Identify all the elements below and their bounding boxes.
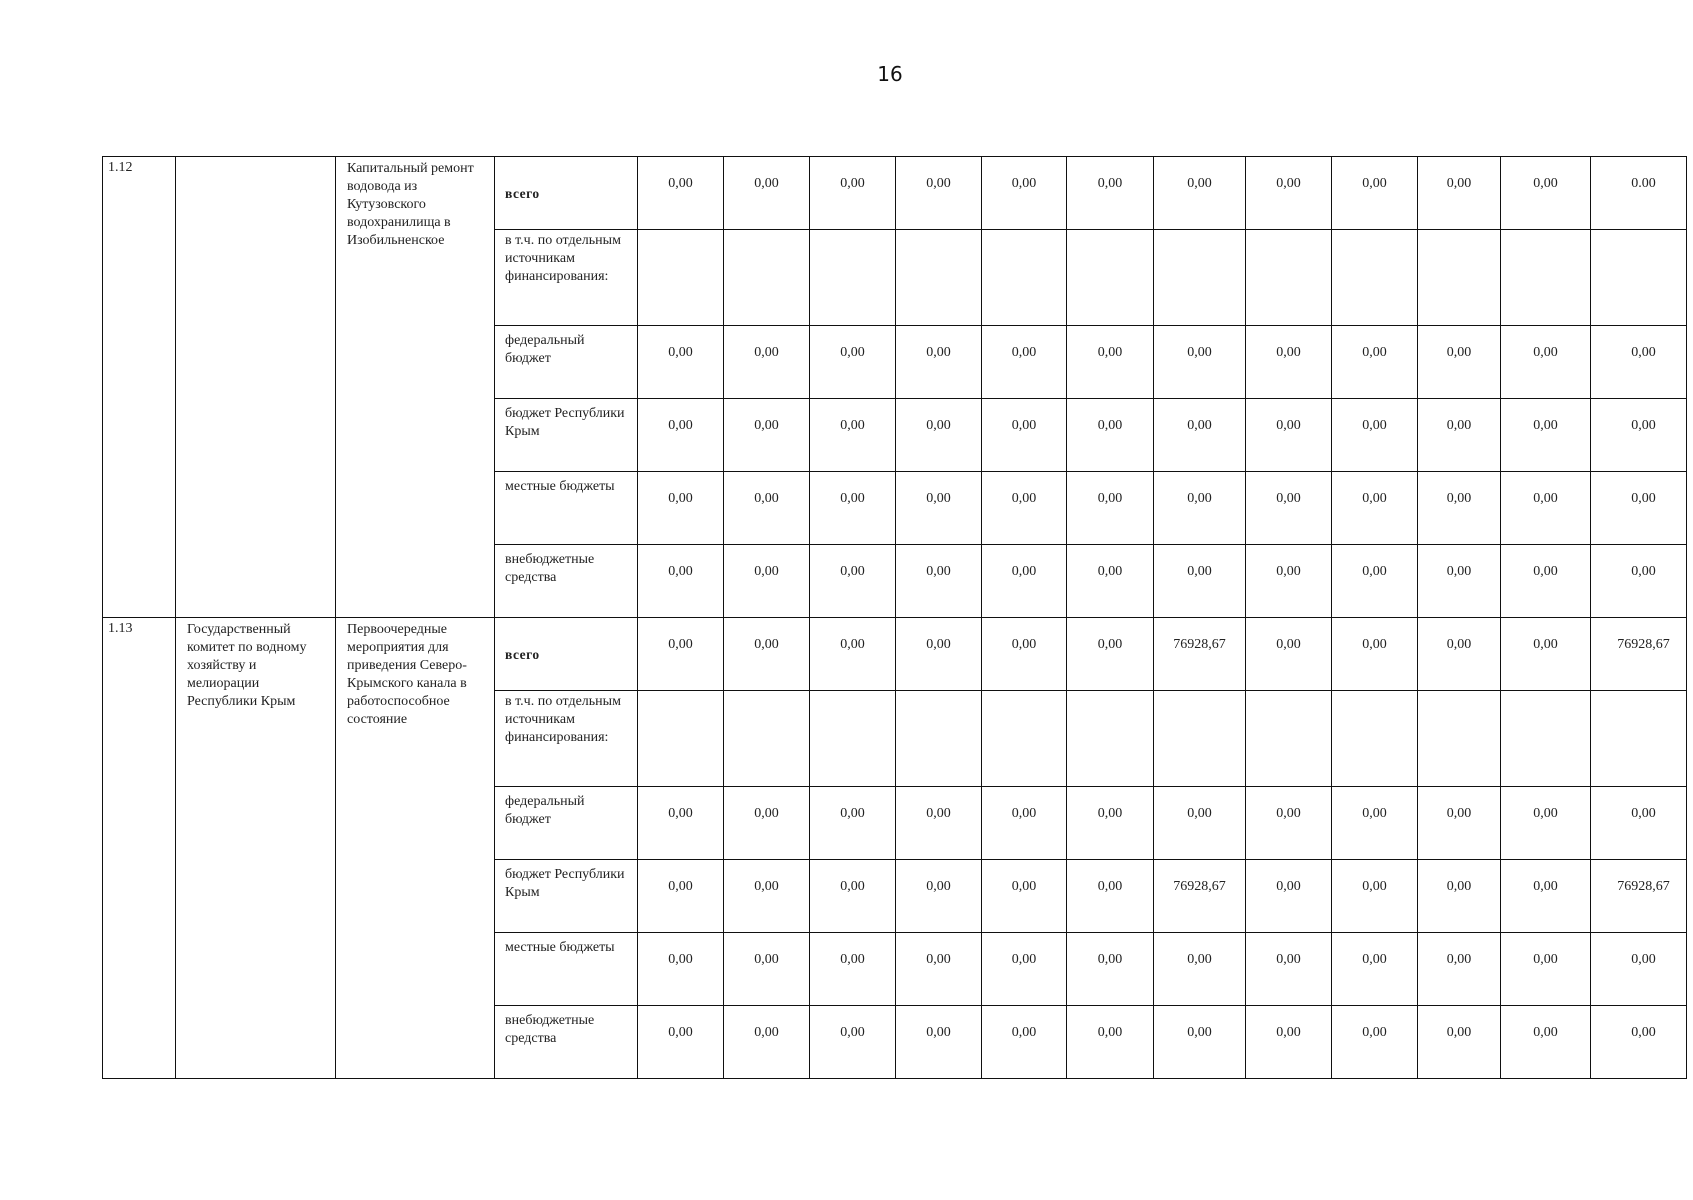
funding-source-label: федеральный бюджет — [495, 787, 638, 860]
amount-cell: 0,00 — [810, 860, 896, 933]
amount-cell — [810, 691, 896, 787]
amount-cell: 0,00 — [1418, 472, 1501, 545]
amount-cell: 76928,67 — [1154, 618, 1246, 691]
funding-source-label: местные бюджеты — [495, 933, 638, 1006]
amount-cell: 0,00 — [1591, 326, 1687, 399]
amount-cell: 0,00 — [810, 618, 896, 691]
amount-cell: 0,00 — [896, 472, 982, 545]
amount-cell: 76928,67 — [1591, 860, 1687, 933]
amount-cell: 0,00 — [982, 933, 1067, 1006]
amount-cell: 0,00 — [1067, 933, 1154, 1006]
amount-cell: 0,00 — [1418, 545, 1501, 618]
amount-cell: 0,00 — [896, 326, 982, 399]
amount-cell — [896, 230, 982, 326]
amount-cell: 0,00 — [1591, 1006, 1687, 1079]
amount-cell: 0,00 — [724, 399, 810, 472]
funding-source-label: в т.ч. по отдельным источникам финансирования: — [495, 691, 638, 787]
amount-cell: 0,00 — [896, 545, 982, 618]
amount-cell: 0,00 — [1418, 933, 1501, 1006]
amount-cell: 0,00 — [1067, 787, 1154, 860]
amount-cell: 0,00 — [982, 545, 1067, 618]
amount-cell — [1501, 230, 1591, 326]
amount-cell: 0,00 — [724, 157, 810, 230]
amount-cell: 0,00 — [1501, 472, 1591, 545]
amount-cell: 0,00 — [1501, 1006, 1591, 1079]
amount-cell: 0,00 — [1067, 618, 1154, 691]
amount-cell: 0,00 — [1154, 157, 1246, 230]
amount-cell: 0,00 — [1332, 787, 1418, 860]
amount-cell: 0,00 — [896, 860, 982, 933]
amount-cell: 0,00 — [1154, 399, 1246, 472]
amount-cell: 0,00 — [1067, 1006, 1154, 1079]
amount-cell: 0,00 — [638, 618, 724, 691]
amount-cell: 0,00 — [810, 787, 896, 860]
amount-cell: 0,00 — [1501, 157, 1591, 230]
amount-cell — [724, 230, 810, 326]
amount-cell: 0,00 — [1501, 618, 1591, 691]
amount-cell — [638, 691, 724, 787]
amount-cell — [1154, 230, 1246, 326]
amount-cell: 0,00 — [810, 326, 896, 399]
amount-cell — [1591, 230, 1687, 326]
amount-cell: 0,00 — [1067, 326, 1154, 399]
amount-cell — [1154, 691, 1246, 787]
table-row — [103, 157, 1687, 230]
amount-cell: 0,00 — [638, 399, 724, 472]
amount-cell: 0,00 — [1154, 545, 1246, 618]
amount-cell: 0,00 — [1332, 860, 1418, 933]
amount-cell: 0,00 — [1067, 399, 1154, 472]
table-row — [103, 618, 1687, 691]
amount-cell — [982, 230, 1067, 326]
amount-cell: 0,00 — [1591, 933, 1687, 1006]
amount-cell: 0,00 — [1332, 618, 1418, 691]
amount-cell: 0,00 — [896, 157, 982, 230]
amount-cell — [638, 230, 724, 326]
amount-cell: 0,00 — [982, 1006, 1067, 1079]
amount-cell: 0,00 — [1501, 933, 1591, 1006]
amount-cell: 76928,67 — [1591, 618, 1687, 691]
amount-cell: 0,00 — [724, 1006, 810, 1079]
page-number: 16 — [877, 62, 903, 86]
funding-source-label: всего — [495, 157, 638, 230]
amount-cell: 0,00 — [896, 399, 982, 472]
amount-cell: 0,00 — [1332, 399, 1418, 472]
amount-cell: 0,00 — [724, 933, 810, 1006]
amount-cell: 0,00 — [1154, 1006, 1246, 1079]
funding-source-label: бюджет Республики Крым — [495, 860, 638, 933]
amount-cell: 0,00 — [1246, 618, 1332, 691]
amount-cell: 0,00 — [1154, 326, 1246, 399]
amount-cell: 0,00 — [982, 787, 1067, 860]
row-number: 1.12 — [103, 157, 176, 618]
amount-cell: 0,00 — [1332, 933, 1418, 1006]
amount-cell: 0,00 — [810, 157, 896, 230]
amount-cell: 0,00 — [1332, 545, 1418, 618]
amount-cell: 0,00 — [1154, 472, 1246, 545]
amount-cell: 0,00 — [638, 1006, 724, 1079]
funding-source-label: в т.ч. по отдельным источникам финансирования: — [495, 230, 638, 326]
amount-cell: 0,00 — [810, 472, 896, 545]
funding-source-label: внебюджетные средства — [495, 545, 638, 618]
amount-cell: 0,00 — [1591, 545, 1687, 618]
amount-cell: 0.00 — [1591, 157, 1687, 230]
amount-cell: 0,00 — [1501, 399, 1591, 472]
amount-cell: 0,00 — [1067, 472, 1154, 545]
amount-cell — [896, 691, 982, 787]
amount-cell: 0,00 — [1418, 618, 1501, 691]
amount-cell: 0,00 — [1246, 472, 1332, 545]
amount-cell: 0,00 — [1332, 157, 1418, 230]
amount-cell: 0,00 — [982, 399, 1067, 472]
amount-cell: 0,00 — [810, 933, 896, 1006]
amount-cell: 0,00 — [1246, 157, 1332, 230]
amount-cell: 0,00 — [1418, 157, 1501, 230]
amount-cell: 0,00 — [638, 860, 724, 933]
amount-cell — [1067, 230, 1154, 326]
amount-cell: 0,00 — [1246, 399, 1332, 472]
amount-cell: 0,00 — [724, 472, 810, 545]
amount-cell: 0,00 — [1418, 399, 1501, 472]
amount-cell: 0,00 — [638, 326, 724, 399]
amount-cell: 0,00 — [982, 618, 1067, 691]
amount-cell: 0,00 — [724, 860, 810, 933]
amount-cell: 0,00 — [982, 326, 1067, 399]
amount-cell — [1246, 691, 1332, 787]
amount-cell: 0,00 — [1501, 545, 1591, 618]
amount-cell: 0,00 — [1332, 326, 1418, 399]
amount-cell: 0,00 — [1418, 326, 1501, 399]
amount-cell: 0,00 — [1418, 860, 1501, 933]
amount-cell — [1246, 230, 1332, 326]
amount-cell — [724, 691, 810, 787]
amount-cell: 0,00 — [896, 933, 982, 1006]
row-number: 1.13 — [103, 618, 176, 1079]
amount-cell: 0,00 — [724, 787, 810, 860]
funding-source-label: внебюджетные средства — [495, 1006, 638, 1079]
amount-cell: 0,00 — [1067, 157, 1154, 230]
amount-cell: 0,00 — [724, 618, 810, 691]
amount-cell — [982, 691, 1067, 787]
amount-cell: 0,00 — [1591, 787, 1687, 860]
amount-cell — [1332, 230, 1418, 326]
amount-cell: 0,00 — [1246, 326, 1332, 399]
amount-cell: 0,00 — [982, 860, 1067, 933]
amount-cell: 0,00 — [638, 545, 724, 618]
funding-source-label: местные бюджеты — [495, 472, 638, 545]
amount-cell — [1067, 691, 1154, 787]
amount-cell: 0,00 — [1501, 787, 1591, 860]
amount-cell: 0,00 — [810, 1006, 896, 1079]
amount-cell: 0,00 — [1246, 860, 1332, 933]
amount-cell — [1501, 691, 1591, 787]
measure-name-cell: Капитальный ремонт водовода из Кутузовского водохранилища в Изобильненское — [336, 157, 495, 618]
amount-cell: 0,00 — [1067, 545, 1154, 618]
administrator-cell — [176, 157, 336, 618]
amount-cell: 0,00 — [1418, 1006, 1501, 1079]
amount-cell: 0,00 — [638, 787, 724, 860]
amount-cell: 0,00 — [1246, 1006, 1332, 1079]
amount-cell: 0,00 — [1154, 787, 1246, 860]
amount-cell: 0,00 — [1418, 787, 1501, 860]
amount-cell: 0,00 — [810, 545, 896, 618]
amount-cell: 0,00 — [638, 472, 724, 545]
measure-name-cell: Первоочередные мероприятия для приведения Северо-Крымского канала в работоспособное состояние — [336, 618, 495, 1079]
amount-cell — [810, 230, 896, 326]
amount-cell: 0,00 — [1246, 545, 1332, 618]
amount-cell: 0,00 — [896, 618, 982, 691]
amount-cell: 0,00 — [1501, 860, 1591, 933]
amount-cell: 0,00 — [1332, 472, 1418, 545]
funding-source-label: федеральный бюджет — [495, 326, 638, 399]
amount-cell: 0,00 — [1501, 326, 1591, 399]
funding-source-label: бюджет Республики Крым — [495, 399, 638, 472]
amount-cell: 0,00 — [638, 933, 724, 1006]
amount-cell — [1332, 691, 1418, 787]
amount-cell: 0,00 — [724, 545, 810, 618]
amount-cell: 0,00 — [982, 472, 1067, 545]
budget-table — [102, 156, 1687, 1079]
amount-cell: 0,00 — [1591, 472, 1687, 545]
funding-source-label: всего — [495, 618, 638, 691]
amount-cell: 0,00 — [1591, 399, 1687, 472]
amount-cell: 0,00 — [1154, 933, 1246, 1006]
amount-cell: 0,00 — [1332, 1006, 1418, 1079]
administrator-cell: Государственный комитет по водному хозяйству и мелиорации Республики Крым — [176, 618, 336, 1079]
amount-cell: 0,00 — [896, 1006, 982, 1079]
amount-cell — [1418, 691, 1501, 787]
amount-cell: 0,00 — [810, 399, 896, 472]
amount-cell: 0,00 — [724, 326, 810, 399]
amount-cell: 0,00 — [638, 157, 724, 230]
amount-cell: 76928,67 — [1154, 860, 1246, 933]
amount-cell — [1418, 230, 1501, 326]
amount-cell: 0,00 — [982, 157, 1067, 230]
amount-cell: 0,00 — [896, 787, 982, 860]
amount-cell — [1591, 691, 1687, 787]
amount-cell: 0,00 — [1067, 860, 1154, 933]
amount-cell: 0,00 — [1246, 933, 1332, 1006]
amount-cell: 0,00 — [1246, 787, 1332, 860]
